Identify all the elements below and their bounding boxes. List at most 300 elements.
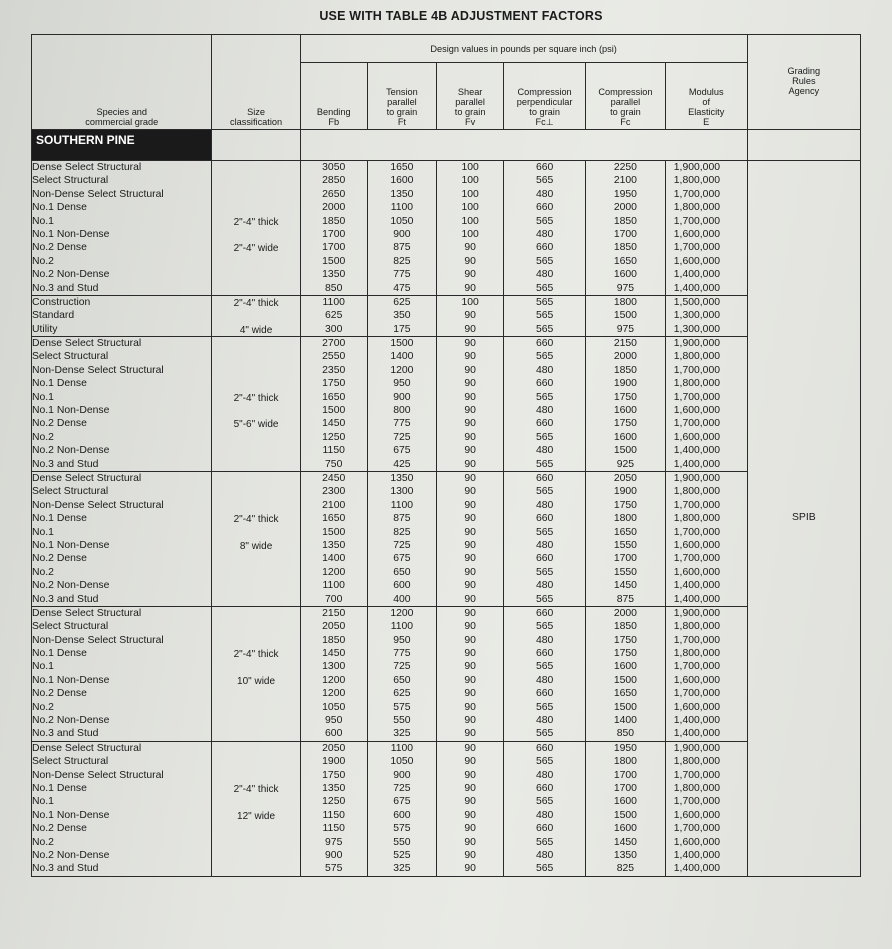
moe-values [665, 161, 747, 296]
bending-values [300, 337, 367, 472]
value-cell: 1600 [613, 661, 637, 673]
value-cell: 2350 [322, 364, 346, 376]
species-list [32, 741, 212, 876]
value-cell: 565 [535, 458, 554, 470]
species-grade: No.1 Dense [32, 782, 87, 794]
size-classification [212, 606, 300, 741]
value-cell: 565 [535, 863, 554, 875]
size-classification [212, 295, 300, 336]
species-grade: Construction [32, 296, 91, 308]
value-cell: 480 [535, 849, 554, 861]
value-cell: 2000 [613, 351, 637, 363]
value-cell: 1300 [390, 486, 414, 498]
value-cell: 1,400,000 [673, 715, 721, 727]
tension-values [367, 741, 436, 876]
value-cell: 90 [464, 526, 476, 538]
value-cell: 565 [535, 351, 554, 363]
value-cell: 90 [464, 242, 476, 254]
value-cell: 950 [325, 715, 343, 727]
value-cell: 425 [393, 458, 411, 470]
species-list [32, 471, 212, 606]
grade-group [32, 606, 861, 741]
value-cell: 1450 [322, 418, 346, 430]
value-cell: 675 [393, 445, 411, 457]
value-cell: 1,700,000 [673, 391, 721, 403]
value-cell: 90 [464, 378, 476, 390]
value-cell: 1400 [390, 351, 414, 363]
comp-par-values [586, 741, 666, 876]
comp-perp-values [504, 295, 586, 336]
value-cell: 1200 [322, 674, 346, 686]
value-cell: 1500 [322, 526, 346, 538]
comp-perp-values [504, 606, 586, 741]
value-cell: 100 [461, 296, 479, 308]
section-spacer [300, 130, 747, 161]
value-cell: 565 [535, 701, 554, 713]
value-cell: 1700 [613, 228, 637, 240]
size-thickness: 2"-4" thick [233, 783, 279, 795]
value-cell: 2250 [613, 162, 637, 173]
value-cell: 1650 [613, 255, 637, 267]
value-cell: 975 [616, 323, 635, 335]
value-cell: 660 [535, 688, 554, 700]
grade-group [32, 161, 861, 296]
tension-values [367, 337, 436, 472]
value-cell: 90 [464, 391, 476, 403]
value-cell: 1900 [322, 756, 346, 768]
value-cell: 525 [393, 849, 411, 861]
bending-values [300, 295, 367, 336]
value-cell: 2550 [322, 351, 346, 363]
size-width: 5"-6" wide [233, 419, 279, 431]
bending-header: Bending Fb [300, 63, 367, 130]
value-cell: 1800 [613, 296, 637, 308]
value-cell: 1850 [613, 621, 637, 633]
value-cell: 1750 [613, 499, 637, 511]
value-cell: 2850 [322, 175, 346, 187]
value-cell: 1,400,000 [673, 269, 721, 281]
species-grade: No.2 [32, 566, 54, 578]
value-cell: 480 [535, 269, 554, 281]
value-cell: 1850 [613, 364, 637, 376]
value-cell: 1500 [613, 445, 637, 457]
value-cell: 565 [535, 282, 554, 294]
value-cell: 650 [393, 674, 411, 686]
value-cell: 2150 [613, 338, 637, 350]
value-cell: 660 [535, 648, 554, 660]
value-cell: 1050 [390, 756, 414, 768]
species-grade: No.2 [32, 431, 54, 443]
value-cell: 480 [535, 715, 554, 727]
value-cell: 1500 [613, 310, 637, 322]
value-cell: 90 [464, 769, 476, 781]
value-cell: 1700 [322, 228, 346, 240]
grading-agency: SPIB [747, 161, 860, 877]
value-cell: 1150 [322, 445, 345, 457]
value-cell: 90 [464, 338, 476, 350]
comp-perp-values [504, 741, 586, 876]
value-cell: 775 [393, 418, 411, 430]
size-thickness: 2"-4" thick [233, 392, 279, 404]
species-grade: Non-Dense Select Structural [32, 499, 164, 511]
tension-values [367, 295, 436, 336]
value-cell: 480 [535, 674, 554, 686]
value-cell: 480 [535, 634, 554, 646]
value-cell: 1,600,000 [673, 431, 721, 443]
value-cell: 1200 [390, 607, 414, 619]
value-cell: 825 [393, 255, 411, 267]
design-values-table [31, 34, 861, 877]
species-grade: Select Structural [32, 486, 109, 498]
value-cell: 1,400,000 [673, 580, 721, 592]
bending-values [300, 741, 367, 876]
species-grade: No.2 Non-Dense [32, 715, 110, 727]
value-cell: 90 [464, 648, 476, 660]
value-cell: 90 [464, 688, 476, 700]
value-cell: 1,700,000 [673, 823, 721, 835]
species-grade: No.3 and Stud [32, 593, 99, 605]
value-cell: 90 [464, 553, 476, 565]
value-cell: 1,800,000 [673, 202, 721, 214]
value-cell: 1,700,000 [673, 661, 721, 673]
value-cell: 1500 [613, 809, 637, 821]
value-cell: 1,500,000 [673, 296, 721, 308]
value-cell: 1050 [322, 701, 346, 713]
value-cell: 1650 [390, 162, 414, 173]
species-grade: No.1 Non-Dense [32, 539, 110, 551]
value-cell: 550 [393, 836, 411, 848]
species-grade: Dense Select Structural [32, 338, 142, 350]
species-grade: No.1 Dense [32, 648, 87, 660]
species-grade: No.2 Dense [32, 688, 87, 700]
value-cell: 1,400,000 [673, 593, 721, 605]
value-cell: 90 [464, 418, 476, 430]
value-cell: 1,800,000 [673, 513, 721, 525]
value-cell: 575 [393, 823, 411, 835]
value-cell: 1750 [613, 391, 637, 403]
value-cell: 90 [464, 863, 476, 875]
value-cell: 565 [535, 323, 554, 335]
size-width: 10" wide [237, 675, 276, 687]
value-cell: 1350 [613, 849, 637, 861]
value-cell: 1,900,000 [673, 472, 721, 484]
value-cell: 1,700,000 [673, 364, 721, 376]
value-cell: 2100 [613, 175, 637, 187]
value-cell: 900 [393, 228, 411, 240]
value-cell: 1,900,000 [673, 338, 721, 350]
value-cell: 1900 [613, 378, 637, 390]
value-cell: 90 [464, 756, 476, 768]
value-cell: 1600 [613, 431, 637, 443]
value-cell: 90 [464, 809, 476, 821]
value-cell: 2000 [613, 607, 637, 619]
value-cell: 700 [325, 593, 343, 605]
value-cell: 850 [616, 728, 635, 740]
value-cell: 1750 [613, 634, 637, 646]
value-cell: 660 [535, 823, 554, 835]
value-cell: 1500 [613, 674, 637, 686]
value-cell: 1550 [613, 539, 637, 551]
tension-values [367, 161, 436, 296]
value-cell: 565 [535, 310, 554, 322]
value-cell: 90 [464, 607, 476, 619]
value-cell: 565 [535, 175, 554, 187]
value-cell: 660 [535, 513, 554, 525]
species-grade: No.2 Dense [32, 418, 87, 430]
value-cell: 90 [464, 661, 476, 673]
value-cell: 1,600,000 [673, 836, 721, 848]
value-cell: 1,600,000 [673, 701, 721, 713]
moe-values [665, 295, 747, 336]
species-grade: No.2 Non-Dense [32, 849, 110, 861]
species-grade: No.1 Dense [32, 202, 87, 214]
value-cell: 575 [393, 701, 411, 713]
grade-group [32, 471, 861, 606]
value-cell: 90 [464, 715, 476, 727]
size-header: Size classification [212, 35, 300, 130]
value-cell: 1,400,000 [673, 282, 721, 294]
moe-values [665, 471, 747, 606]
value-cell: 660 [535, 782, 554, 794]
bending-values [300, 161, 367, 296]
value-cell: 1250 [322, 431, 346, 443]
value-cell: 1600 [613, 405, 637, 417]
tension-values [367, 471, 436, 606]
value-cell: 600 [325, 728, 343, 740]
value-cell: 1,700,000 [673, 796, 721, 808]
value-cell: 1650 [613, 688, 637, 700]
value-cell: 1350 [390, 472, 414, 484]
value-cell: 1550 [613, 566, 637, 578]
moe-header: Modulus of Elasticity E [665, 63, 747, 130]
value-cell: 1850 [613, 242, 637, 254]
value-cell: 1650 [322, 513, 346, 525]
value-cell: 1,700,000 [673, 526, 721, 538]
species-grade: No.3 and Stud [32, 458, 99, 470]
value-cell: 650 [393, 566, 411, 578]
value-cell: 90 [464, 634, 476, 646]
value-cell: 565 [535, 391, 554, 403]
value-cell: 2000 [322, 202, 346, 214]
value-cell: 90 [464, 849, 476, 861]
value-cell: 480 [535, 445, 554, 457]
value-cell: 1,900,000 [673, 607, 721, 619]
species-grade: No.2 Dense [32, 823, 87, 835]
species-grade: Dense Select Structural [32, 472, 142, 484]
size-thickness: 2"-4" thick [233, 649, 279, 661]
species-grade: No.1 Dense [32, 513, 87, 525]
value-cell: 90 [464, 405, 476, 417]
species-grade: No.1 Non-Dense [32, 228, 110, 240]
value-cell: 100 [461, 162, 479, 173]
value-cell: 900 [393, 769, 411, 781]
value-cell: 2050 [613, 472, 637, 484]
shear-header: Shear parallel to grain Fv [437, 63, 504, 130]
value-cell: 1350 [322, 782, 346, 794]
value-cell: 1,400,000 [673, 849, 721, 861]
species-grade: No.2 [32, 255, 54, 267]
value-cell: 1,600,000 [673, 674, 721, 686]
value-cell: 2050 [322, 742, 346, 754]
value-cell: 925 [616, 458, 635, 470]
design-values-header: Design values in pounds per square inch (psi) [300, 35, 747, 63]
value-cell: 900 [325, 849, 343, 861]
comp-perp-values [504, 161, 586, 296]
value-cell: 480 [535, 364, 554, 376]
value-cell: 2650 [322, 188, 346, 200]
value-cell: 1200 [322, 566, 346, 578]
species-grade: No.1 Dense [32, 378, 87, 390]
value-cell: 1500 [322, 405, 346, 417]
value-cell: 2700 [322, 338, 346, 350]
value-cell: 565 [535, 661, 554, 673]
section-spacer [212, 130, 300, 161]
value-cell: 775 [393, 648, 411, 660]
value-cell: 1750 [613, 648, 637, 660]
value-cell: 1,700,000 [673, 499, 721, 511]
value-cell: 1850 [613, 215, 637, 227]
value-cell: 1,800,000 [673, 378, 721, 390]
species-grade: No.2 [32, 836, 54, 848]
value-cell: 550 [393, 715, 411, 727]
value-cell: 100 [461, 188, 479, 200]
value-cell: 1500 [390, 338, 414, 350]
species-grade: Non-Dense Select Structural [32, 634, 164, 646]
value-cell: 1,300,000 [673, 310, 721, 322]
value-cell: 1400 [322, 553, 346, 565]
value-cell: 1100 [390, 499, 414, 511]
moe-values [665, 606, 747, 741]
value-cell: 475 [393, 282, 411, 294]
comp-par-values [586, 161, 666, 296]
value-cell: 1700 [613, 553, 637, 565]
species-list [32, 161, 212, 296]
value-cell: 775 [393, 269, 411, 281]
value-cell: 660 [535, 742, 554, 754]
value-cell: 1350 [322, 269, 346, 281]
value-cell: 90 [464, 323, 476, 335]
shear-values [437, 295, 504, 336]
value-cell: 90 [464, 269, 476, 281]
value-cell: 1200 [390, 364, 414, 376]
comp-par-values [586, 471, 666, 606]
moe-values [665, 337, 747, 472]
value-cell: 90 [464, 728, 476, 740]
moe-values [665, 741, 747, 876]
value-cell: 1450 [613, 580, 637, 592]
value-cell: 565 [535, 215, 554, 227]
value-cell: 975 [616, 282, 635, 294]
size-width: 12" wide [237, 810, 276, 822]
value-cell: 1700 [613, 769, 637, 781]
value-cell: 565 [535, 486, 554, 498]
value-cell: 350 [393, 310, 411, 322]
species-grade: No.2 Non-Dense [32, 269, 110, 281]
section-spacer [747, 130, 860, 161]
value-cell: 2050 [322, 621, 346, 633]
value-cell: 1,900,000 [673, 162, 721, 173]
value-cell: 1450 [613, 836, 637, 848]
value-cell: 1,700,000 [673, 418, 721, 430]
value-cell: 565 [535, 728, 554, 740]
value-cell: 480 [535, 539, 554, 551]
comp-perp-values [504, 337, 586, 472]
value-cell: 1800 [613, 756, 637, 768]
value-cell: 1,300,000 [673, 323, 721, 335]
size-classification [212, 741, 300, 876]
value-cell: 1600 [613, 796, 637, 808]
value-cell: 90 [464, 499, 476, 511]
species-grade: Non-Dense Select Structural [32, 769, 164, 781]
value-cell: 660 [535, 162, 554, 173]
value-cell: 1200 [322, 688, 346, 700]
value-cell: 850 [325, 282, 343, 294]
value-cell: 575 [325, 863, 343, 875]
value-cell: 1,800,000 [673, 621, 721, 633]
species-grade: Select Structural [32, 621, 109, 633]
value-cell: 1,800,000 [673, 175, 721, 187]
value-cell: 2150 [322, 607, 346, 619]
value-cell: 480 [535, 228, 554, 240]
value-cell: 1,400,000 [673, 445, 721, 457]
value-cell: 90 [464, 486, 476, 498]
species-grade: Dense Select Structural [32, 162, 142, 173]
size-width: 4" wide [239, 324, 273, 336]
value-cell: 90 [464, 310, 476, 322]
value-cell: 1,800,000 [673, 782, 721, 794]
value-cell: 1900 [613, 486, 637, 498]
value-cell: 1,600,000 [673, 566, 721, 578]
value-cell: 100 [461, 228, 479, 240]
value-cell: 1,600,000 [673, 539, 721, 551]
value-cell: 600 [393, 809, 411, 821]
value-cell: 565 [535, 796, 554, 808]
comp-par-header: Compression parallel to grain Fc [586, 63, 666, 130]
size-width: 2"-4" wide [233, 243, 279, 255]
bending-values [300, 606, 367, 741]
value-cell: 1750 [322, 378, 346, 390]
species-grade: No.1 Non-Dense [32, 405, 110, 417]
value-cell: 565 [535, 756, 554, 768]
value-cell: 1700 [613, 782, 637, 794]
value-cell: 875 [393, 242, 411, 254]
value-cell: 1600 [613, 269, 637, 281]
value-cell: 90 [464, 701, 476, 713]
species-grade: No.2 Dense [32, 553, 87, 565]
value-cell: 565 [535, 255, 554, 267]
value-cell: 1500 [613, 701, 637, 713]
species-grade: No.2 [32, 701, 54, 713]
value-cell: 90 [464, 472, 476, 484]
value-cell: 660 [535, 418, 554, 430]
species-header: Species and commercial grade [32, 35, 212, 130]
species-list [32, 337, 212, 472]
value-cell: 90 [464, 566, 476, 578]
value-cell: 90 [464, 593, 476, 605]
value-cell: 480 [535, 188, 554, 200]
value-cell: 300 [325, 323, 343, 335]
species-list [32, 295, 212, 336]
value-cell: 90 [464, 796, 476, 808]
value-cell: 1,400,000 [673, 863, 721, 875]
value-cell: 90 [464, 674, 476, 686]
value-cell: 1,700,000 [673, 688, 721, 700]
value-cell: 1450 [322, 648, 346, 660]
value-cell: 1,700,000 [673, 215, 721, 227]
value-cell: 90 [464, 513, 476, 525]
value-cell: 1650 [322, 391, 346, 403]
value-cell: 1,800,000 [673, 351, 721, 363]
